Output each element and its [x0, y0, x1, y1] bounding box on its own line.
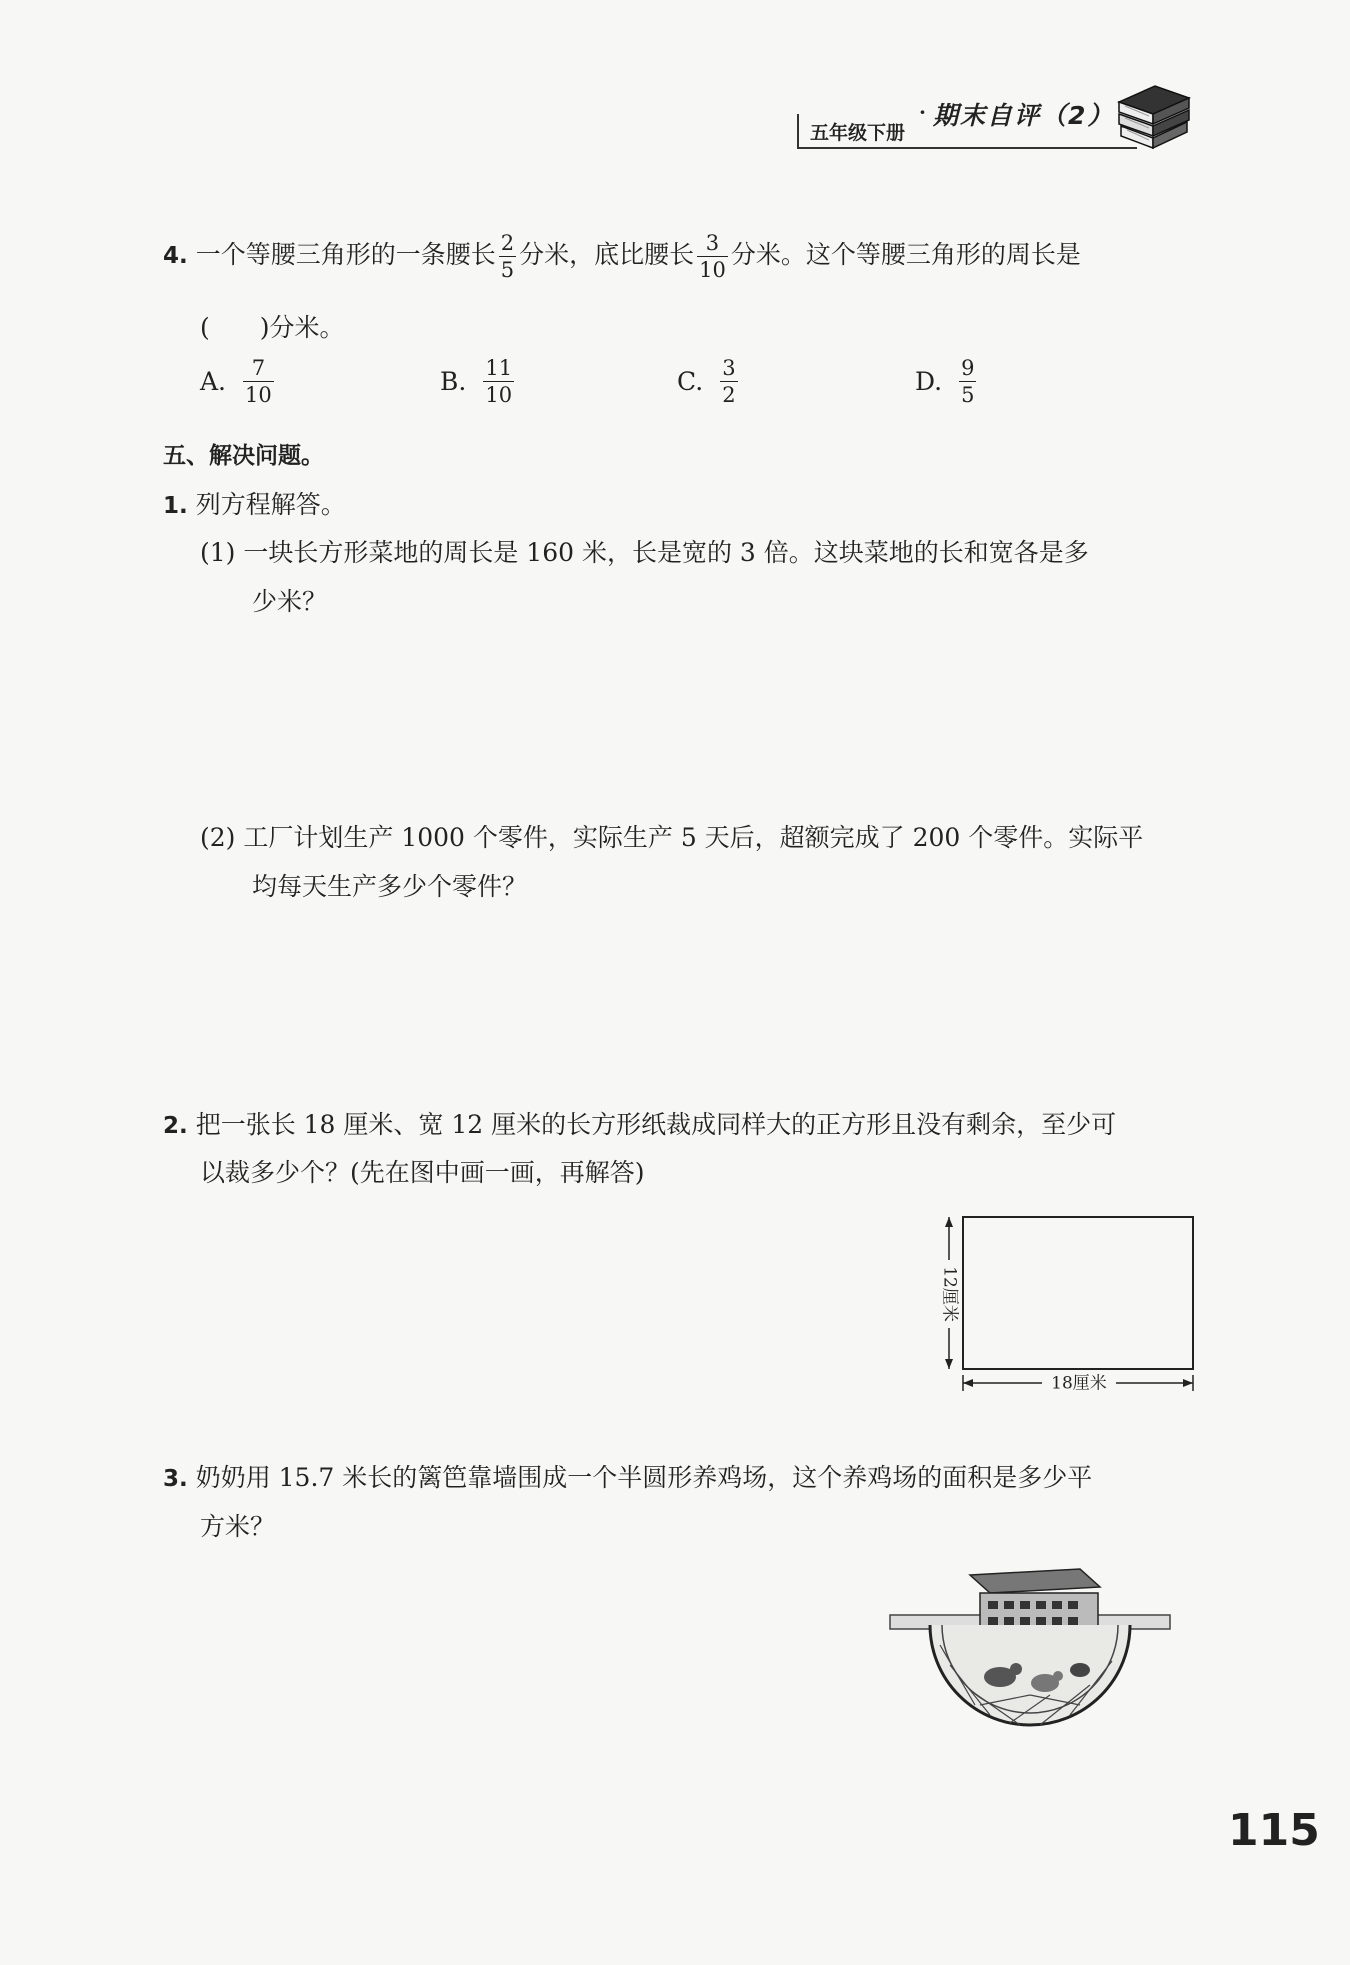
- arrow-down-icon: [945, 1359, 953, 1369]
- q1-number: 1.: [163, 493, 188, 519]
- option-label: C.: [677, 367, 704, 397]
- option-fraction: [959, 357, 976, 406]
- arrow-up-icon: [945, 1217, 953, 1227]
- q4-fraction-diff: [697, 232, 728, 281]
- fraction-denominator: 2: [722, 383, 736, 408]
- fraction-numerator: 7: [251, 356, 266, 380]
- q4-option-c: [677, 357, 741, 406]
- option-label: D.: [915, 367, 943, 397]
- fraction-denominator: 10: [485, 383, 513, 408]
- arrow-left-icon: [963, 1379, 973, 1387]
- fraction-numerator: 11: [485, 356, 513, 380]
- q1-part2-line2: 均每天生产多少个零件？: [252, 872, 528, 901]
- paper-rectangle: [963, 1217, 1193, 1369]
- q1-part1-line1: (1) 一块长方形菜地的周长是 160 米，长是宽的 3 倍。这块菜地的长和宽各是多: [200, 538, 1089, 567]
- header-grade: 五年级下册: [810, 122, 906, 144]
- q4-option-a: [200, 357, 277, 406]
- q2-text: 把一张长 18 厘米、宽 12 厘米的长方形纸裁成同样大的正方形且没有剩余，至少可: [195, 1110, 1117, 1139]
- fraction-numerator: 3: [705, 231, 720, 255]
- header-divider: [797, 114, 799, 148]
- q1-heading: [163, 485, 346, 521]
- q4-fraction-leg: [499, 232, 516, 281]
- fraction-numerator: 9: [961, 356, 975, 380]
- fraction-denominator: 5: [500, 258, 515, 283]
- fraction-numerator: 2: [500, 231, 515, 255]
- width-label: 18厘米: [1051, 1373, 1107, 1394]
- q4-text-c: 分米。这个等腰三角形的周长是: [730, 240, 1081, 270]
- chicken-coop-illustration: [880, 1565, 1180, 1745]
- q4-option-b: [440, 357, 517, 406]
- header-underline: [797, 147, 1137, 149]
- q4-line1: [163, 232, 1081, 281]
- rectangle-diagram: [938, 1210, 1198, 1395]
- q3-line1: [163, 1458, 1092, 1494]
- q2-line2: 以裁多少个？(先在图中画一画，再解答): [200, 1158, 645, 1187]
- q1-part2-line1: (2) 工厂计划生产 1000 个零件，实际生产 5 天后，超额完成了 200 个零件。实际平: [200, 823, 1144, 852]
- height-label: 12厘米: [939, 1266, 960, 1322]
- q2-line1: [163, 1105, 1116, 1141]
- q3-text: 奶奶用 15.7 米长的篱笆靠墙围成一个半圆形养鸡场，这个养鸡场的面积是多少平: [195, 1463, 1093, 1492]
- fraction-numerator: 3: [722, 356, 736, 380]
- option-label: A.: [200, 367, 227, 397]
- q1-title: 列方程解答。: [195, 490, 346, 519]
- section-title: 五、解决问题。: [163, 443, 324, 469]
- q4-option-d: [915, 357, 979, 406]
- header-title: 期末自评（2）: [933, 101, 1115, 130]
- option-fraction: [243, 357, 274, 406]
- fraction-denominator: 5: [961, 383, 975, 408]
- q4-text-b: 分米，底比腰长: [519, 240, 695, 270]
- fraction-denominator: 10: [699, 258, 726, 283]
- q4-number: 4.: [163, 243, 188, 270]
- page-number: 115: [1228, 1805, 1320, 1856]
- option-fraction: [483, 357, 514, 406]
- q3-number: 3.: [163, 1466, 188, 1492]
- fraction-denominator: 10: [245, 383, 272, 408]
- option-label: B.: [440, 367, 467, 397]
- header-dot: ·: [919, 100, 926, 124]
- arrow-right-icon: [1183, 1379, 1193, 1387]
- q4-text-a: 一个等腰三角形的一条腰长: [195, 240, 496, 270]
- q3-line2: 方米？: [200, 1512, 276, 1541]
- q4-answer-blank: ( )分米。: [200, 313, 345, 342]
- q1-part1-line2: 少米？: [252, 587, 328, 616]
- option-fraction: [720, 357, 737, 406]
- books-icon: [1115, 80, 1193, 152]
- q2-number: 2.: [163, 1113, 188, 1139]
